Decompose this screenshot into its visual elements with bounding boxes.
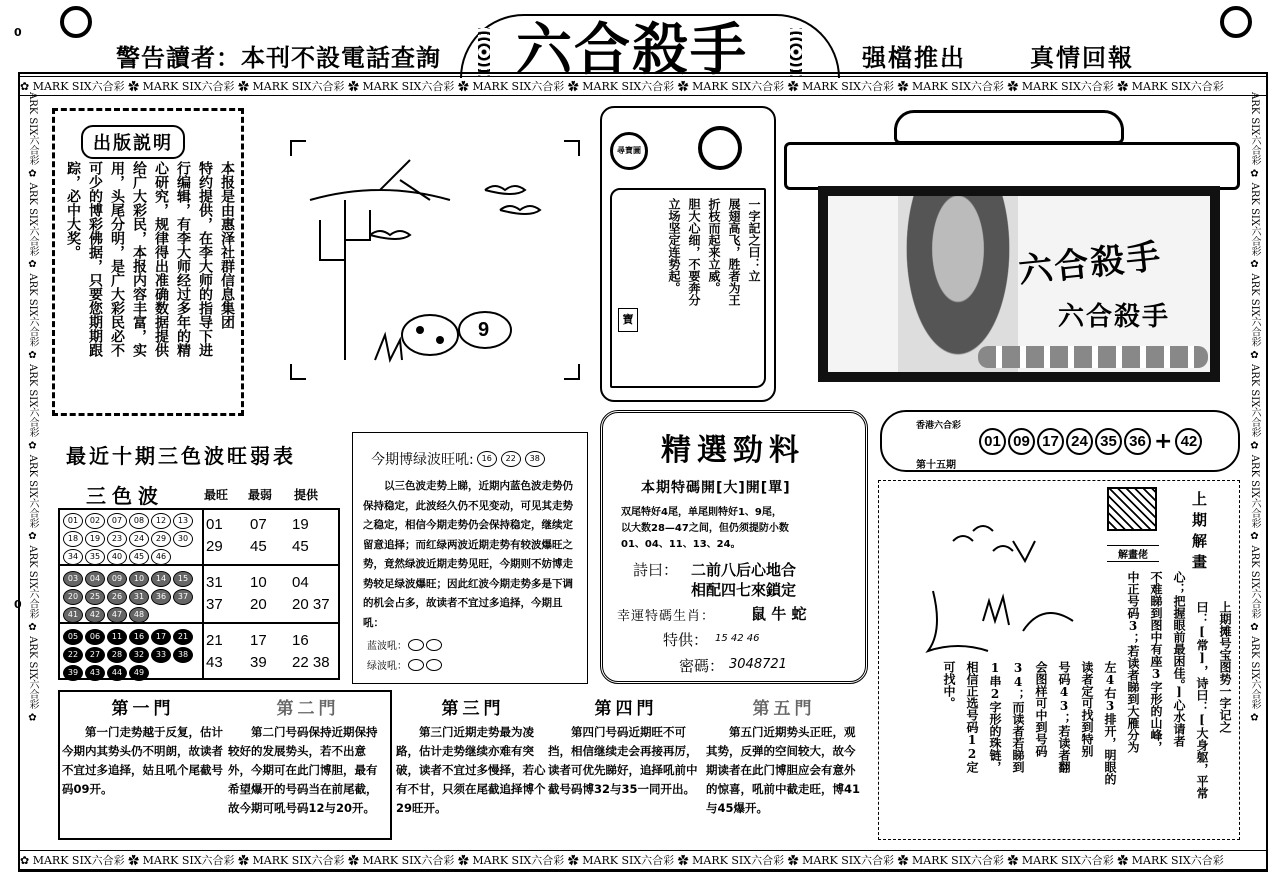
painter-tag: 解畫佬 [1107,545,1159,562]
ball: 12 [151,513,171,529]
ball: 16 [477,451,497,467]
ball: 30 [173,531,193,547]
ball-group [62,628,202,680]
selected-tips-panel [600,410,868,684]
selected-line-4: 01、04、11、13、24。 [621,539,741,550]
ball: 11 [107,629,127,645]
zodiac-label: 幸運特碼生肖： [617,609,716,624]
selected-line-3: 以大数28—47之间，但仍须提防小数 [621,523,789,534]
door-text: 第三门近期走势最为凌路，估计走势继续亦难有突破，读者不宜过多慢择，若心有不甘，只须在尾截追择博个29旺开。 [396,725,546,815]
bead-chain-left [478,28,490,76]
publish-col: 用，头尾分明，是广大彩民必不 [109,161,125,357]
poem-col: 展翅高飞，胜者为王 [727,198,741,306]
wave-row [60,568,338,624]
result-ball: 36 [1124,428,1151,455]
publish-col: 心研究，规律得出准确数据提供 [153,161,169,357]
smile-circle-icon [698,126,742,170]
crop-mark [564,364,580,380]
ball: 22 [63,647,83,663]
painter-icon [1107,487,1157,531]
last-col: 中正号码3；若读者睇到大雁分为 [1126,571,1140,753]
warning-text: 警告讀者：本刊不設電話查詢 [116,44,441,72]
door-text: 第五门近期势头正旺，观其势，反弹的空间较大，故今期读者在此门博胆应会有意外的惊喜，吼前中截走旺，博41与45爆开。 [706,725,861,815]
ball: 49 [129,665,149,681]
selected-poem-1: 二前八后心地合 [691,561,797,579]
cold-value: 10 20 [250,574,267,613]
ring-ornament-right [1220,6,1252,38]
results-issue: 第十五期 [916,460,956,471]
last-col: 34；而读者若睇到 [1011,661,1025,773]
ball: 33 [151,647,171,663]
ball: 09 [107,571,127,587]
slogan-right: 真情回報 [1030,44,1134,72]
results-panel [880,410,1240,472]
wave-table-header: 三色波 [86,484,164,508]
ball: 10 [129,571,149,587]
ball: 40 [107,549,127,565]
crop-mark [290,364,306,380]
green-wave-panel [352,432,588,684]
ball: 03 [63,571,83,587]
publish-title: 出版説明 [81,125,185,159]
hot-value: 21 43 [206,632,223,671]
green-wave-label: 绿波吼： [367,661,407,672]
last-col: 1串2字形的珠链， [988,661,1002,773]
result-ball: 35 [1095,428,1122,455]
code-label: 密碼： [679,657,725,675]
ball [408,639,424,651]
wave-grid [58,508,340,680]
result-ball: 09 [1008,428,1035,455]
door-title: 第二門 [276,699,340,719]
scroll-paper [610,188,766,388]
treasure-poem-panel [600,106,776,402]
results-label: 香港六合彩 [916,421,962,431]
gold-ingots [978,346,1208,368]
ball: 38 [525,451,545,467]
ball: 21 [173,629,193,645]
ball [408,659,424,671]
poem-col: 折枝而起来立威。 [707,198,721,294]
results-numbers [978,428,1203,455]
bead-chain-right [790,28,802,76]
give-value: 19 45 [292,516,309,555]
publish-columns [63,161,237,411]
selected-line-1: 本期特碼開[大]開[單] [641,480,791,496]
crop-mark [564,140,580,156]
right-band: ARK SIX六合彩 ✿ ARK SIX六合彩 ✿ ARK SIX六合彩 ✿ ARK SIX六合彩 ✿ ARK SIX六合彩 ✿ ARK SIX六合彩 ✿ ARK SIX六合彩 ✿ [1249,92,1260,724]
ball: 15 [173,571,193,587]
ball: 43 [85,665,105,681]
result-ball: 01 [979,428,1006,455]
last-col: 可找中。 [942,661,956,709]
col-head-give: 提供 [294,488,319,502]
result-ball: 24 [1066,428,1093,455]
last-col: 上期摊号宝图势一字记之 [1218,601,1232,733]
publish-col: 给广大彩民，本报内容丰富，实 [131,161,147,357]
poster-title-2: 六合殺手 [1058,302,1171,332]
poem-seal: 寶 [618,308,638,332]
door-title: 第三門 [441,699,505,719]
ball [426,639,442,651]
poem-col: 立场坚定连势起。 [667,198,681,294]
zodiac-value: 鼠 牛 蛇 [751,605,807,623]
corner-number-top: 0 [14,26,22,39]
left-band: ARK SIX六合彩 ✿ ARK SIX六合彩 ✿ ARK SIX六合彩 ✿ ARK SIX六合彩 ✿ ARK SIX六合彩 ✿ ARK SIX六合彩 ✿ ARK SIX六合彩 ✿ [27,92,38,724]
ball [426,659,442,671]
ball: 44 [107,665,127,681]
ball: 13 [173,513,193,529]
hot-value: 31 37 [206,574,223,613]
give-value: 16 22 38 [292,632,330,671]
wave-table-panel [56,430,342,682]
svg-text:9: 9 [478,319,490,341]
selected-poem-2: 相配四七來鎖定 [691,581,797,599]
ball: 01 [63,513,83,529]
last-issue-title: 上期解畫 [1190,491,1208,575]
publish-col: 可少的博彩佛据，只要您期期跟 [87,161,103,357]
col-head-hot: 最旺 [204,488,229,502]
last-col: 左4右3排开，明眼的 [1103,661,1117,785]
wave-row [60,510,338,566]
ball: 47 [107,607,127,623]
result-ball: 17 [1037,428,1064,455]
publish-col: 本报是由惠泽社群信息集团 [219,161,235,329]
top-band: ✿ MARK SIX六合彩 ✿ MARK SIX六合彩 ✿ MARK SIX六合彩 ✿ MARK SIX六合彩 ✿ MARK SIX六合彩 ✿ MARK SIX六合彩 ✿ MARK SIX六合彩 ✿ MARK SIX六合彩 ✿ MARK SIX六合彩 ✿ MARK SIX六合彩 ✿ MARK SIX六合彩 [20,76,1266,96]
selected-line-2: 双尾特好4尾，单尾則特好1、9尾， [621,507,782,518]
ball: 19 [85,531,105,547]
ball: 42 [85,607,105,623]
poem-col: 胆大心细，不要奔分 [687,198,701,306]
corner-number-mid: 0 [14,598,22,611]
ball-group [62,512,202,564]
ball: 28 [107,647,127,663]
green-wave-row [367,657,443,672]
ball: 23 [107,531,127,547]
ring-ornament-left [60,6,92,38]
ball: 18 [63,531,83,547]
ball: 25 [85,589,105,605]
door-title: 第一門 [111,699,175,719]
door-2 [228,694,388,834]
last-col: 相信正选号码12定 [965,661,979,773]
last-col: 心；把握眼前最困佳。]心水请者 [1172,571,1186,747]
ball: 29 [151,531,171,547]
poster-title-1: 六合殺手 [1016,236,1165,292]
ball: 16 [129,629,149,645]
blue-wave-row [367,637,443,652]
ball: 46 [151,549,171,565]
code-value: 3048721 [729,657,787,672]
cloud-roof [894,110,1124,144]
special-label: 特供： [663,631,709,649]
last-col: 不难睇到图中有座3字形的山峰， [1149,571,1163,753]
ball: 34 [63,549,83,565]
door-1 [62,694,224,834]
poem-col: 一字記之曰：立 [747,198,761,282]
last-col: 读者定可找到特别 [1080,661,1094,757]
wave-table-title: 最近十期三色波旺弱表 [66,444,296,468]
ball: 48 [129,607,149,623]
green-wave-body: 以三色波走势上睇，近期内蓝色波走势仍保持稳定，此波经久仍不见变动，可见其走势之稳定，相信今期走势仍会保持稳定，继续定留意追择；而红绿两波近期走势有较波爆旺之势，竟然绿波近期走势见旺，今期则不妨博走势较足绿波爆旺；因此红波今期走势多是下调的机会占多，故读者不宜过多追择，今期且吼： [363,480,573,629]
crop-mark [290,140,306,156]
treasure-badge: 尋寶圖 [610,132,648,170]
publish-col: 特约提供，在李大师的指导下进 [197,161,213,357]
ball: 32 [129,647,149,663]
ball: 24 [129,531,149,547]
ball: 14 [151,571,171,587]
publish-panel [52,108,244,416]
slogan-left: 强檔推出 [862,44,966,72]
ball: 05 [63,629,83,645]
door-text: 第一门走势越于反复，估计今期内其势头仍不明朗，故读者不宜过多追择，姑且吼个尾截号码09开。 [62,725,223,796]
col-head-cold: 最弱 [248,488,273,502]
give-value: 04 20 37 [292,574,330,613]
ball: 31 [129,589,149,605]
selected-poem-label: 詩曰： [633,561,679,579]
puzzle-picture [290,140,580,380]
cold-value: 17 39 [250,632,267,671]
poem-columns [642,198,762,378]
door-title: 第四門 [594,699,658,719]
last-issue-columns [901,571,1235,835]
ball: 08 [129,513,149,529]
bottom-band: ✿ MARK SIX六合彩 ✿ MARK SIX六合彩 ✿ MARK SIX六合彩 ✿ MARK SIX六合彩 ✿ MARK SIX六合彩 ✿ MARK SIX六合彩 ✿ MARK SIX六合彩 ✿ MARK SIX六合彩 ✿ MARK SIX六合彩 ✿ MARK SIX六合彩 ✿ MARK SIX六合彩 [20,850,1266,870]
door-title: 第五門 [752,699,816,719]
publish-col: 行编辑，有李大师经过多年的精 [175,161,191,357]
special-ball: 42 [1175,428,1202,455]
ball: 07 [107,513,127,529]
blue-wave-label: 蓝波吼： [367,641,407,652]
selected-title: 精選勁料 [661,433,805,468]
ball: 17 [151,629,171,645]
publish-col: 踪，必中大奖。 [65,161,81,259]
cactus-scene-drawing [290,140,580,380]
door-5 [706,694,862,834]
poster-area [784,100,1240,396]
green-wave-title-row [371,449,546,469]
door-4 [548,694,704,834]
ball: 37 [173,589,193,605]
wave-row [60,626,338,680]
sign-board [818,186,1220,382]
ball: 04 [85,571,105,587]
ball-group [62,570,202,622]
last-issue-panel [878,480,1240,840]
door-text: 第四门号码近期旺不可挡，相信继续走会再接再厉，读者可优先睇好，追择吼前中截号码博32与35一同开出。 [548,725,698,796]
plus-sign: + [1154,429,1173,454]
door-text: 第二门号码保持近期保持较好的发展势头，若不出意外，今期可在此门博胆，最有希望爆开的号码当在前尾截，故今期可吼号码12与20开。 [228,725,378,815]
ball: 36 [151,589,171,605]
ball: 41 [63,607,83,623]
door-3 [396,694,550,834]
ball: 26 [107,589,127,605]
cold-value: 07 45 [250,516,267,555]
last-col: 号码43；若读者翻 [1057,661,1071,773]
ball: 45 [129,549,149,565]
hot-value: 01 29 [206,516,223,555]
last-col: 曰：[常]，诗曰：[大身躯，平常 [1195,601,1209,799]
green-wave-title: 今期博绿波旺吼: [371,452,474,468]
grid-divider [202,510,204,678]
roof-beam [784,142,1240,190]
special-value: 15 42 46 [715,633,760,644]
ball: 39 [63,665,83,681]
ball: 02 [85,513,105,529]
ball: 22 [501,451,521,467]
ball: 38 [173,647,193,663]
ball: 06 [85,629,105,645]
last-col: 会图样可中到号码 [1034,661,1048,757]
ball: 27 [85,647,105,663]
masthead-title: 六合殺手 [516,17,748,83]
ball: 35 [85,549,105,565]
ball: 20 [63,589,83,605]
